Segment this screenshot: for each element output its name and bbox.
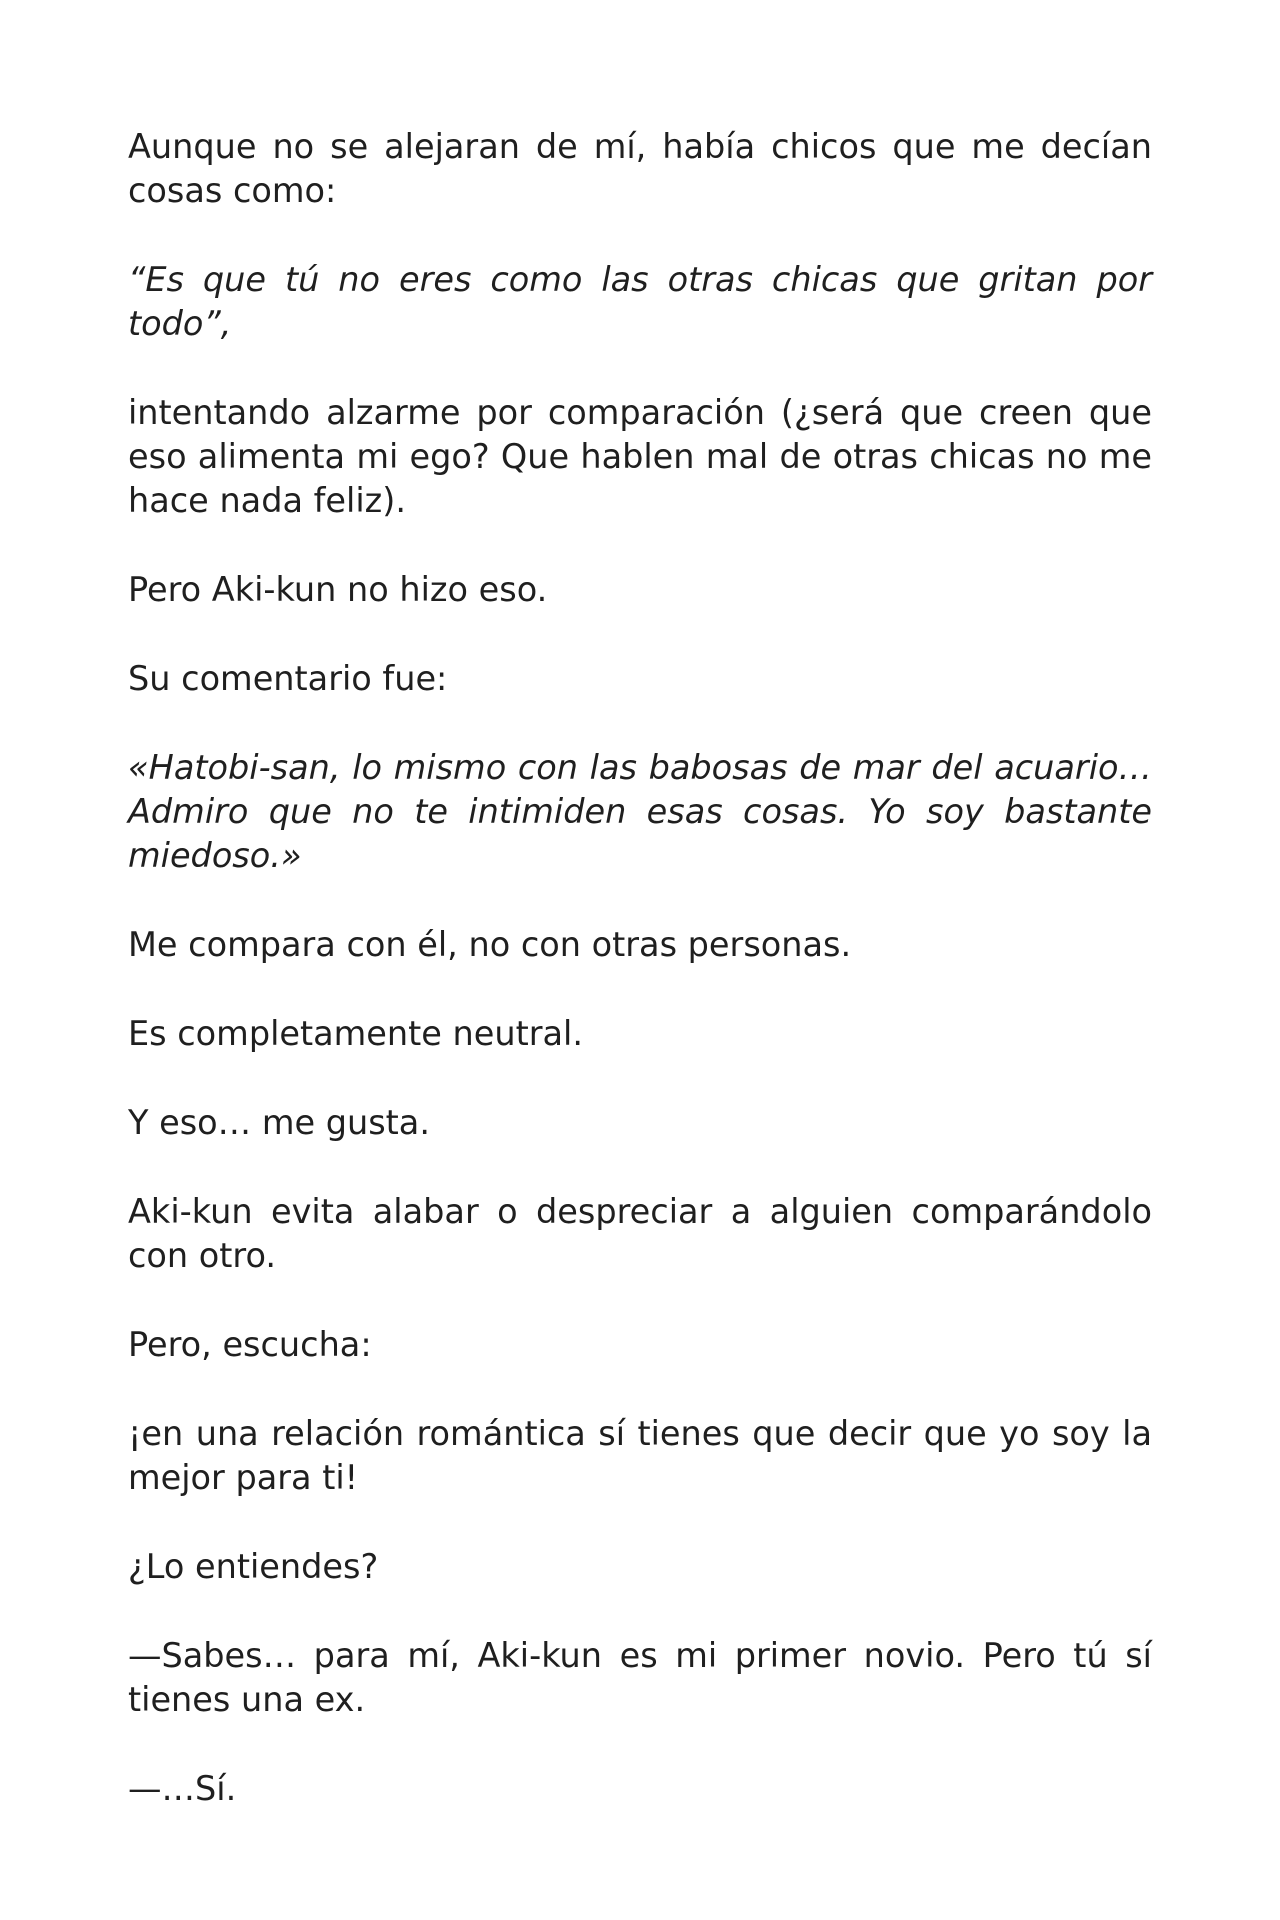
dialogue-paragraph: —Sabes… para mí, Aki-kun es mi primer novio. Pero tú sí tienes una ex. bbox=[128, 1636, 1152, 1719]
paragraph: Me compara con él, no con otras personas. bbox=[128, 925, 852, 964]
paragraph: Su comentario fue: bbox=[128, 659, 448, 698]
paragraph: Pero, escucha: bbox=[128, 1325, 372, 1364]
paragraph: ¿Lo entiendes? bbox=[128, 1547, 379, 1586]
quote-paragraph: «Hatobi-san, lo mismo con las babosas de mar del acuario… Admiro que no te intimiden esas cosas. Yo soy bastante miedoso.» bbox=[128, 748, 1152, 875]
paragraph: Y eso… me gusta. bbox=[128, 1103, 430, 1142]
document-page bbox=[128, 125, 1152, 1856]
paragraph: Aunque no se alejaran de mí, había chicos que me decían cosas como: bbox=[128, 127, 1152, 210]
paragraph: ¡en una relación romántica sí tienes que decir que yo soy la mejor para ti! bbox=[128, 1414, 1152, 1497]
paragraph: intentando alzarme por comparación (¿será que creen que eso alimenta mi ego? Que hablen mal de otras chicas no me hace nada feliz). bbox=[128, 393, 1152, 520]
quote-paragraph: “Es que tú no eres como las otras chicas que gritan por todo”, bbox=[128, 260, 1152, 343]
paragraph: Pero Aki-kun no hizo eso. bbox=[128, 570, 548, 609]
paragraph: Aki-kun evita alabar o despreciar a alguien comparándolo con otro. bbox=[128, 1192, 1152, 1275]
paragraph: Es completamente neutral. bbox=[128, 1014, 583, 1053]
dialogue-paragraph: —…Sí. bbox=[128, 1769, 237, 1808]
